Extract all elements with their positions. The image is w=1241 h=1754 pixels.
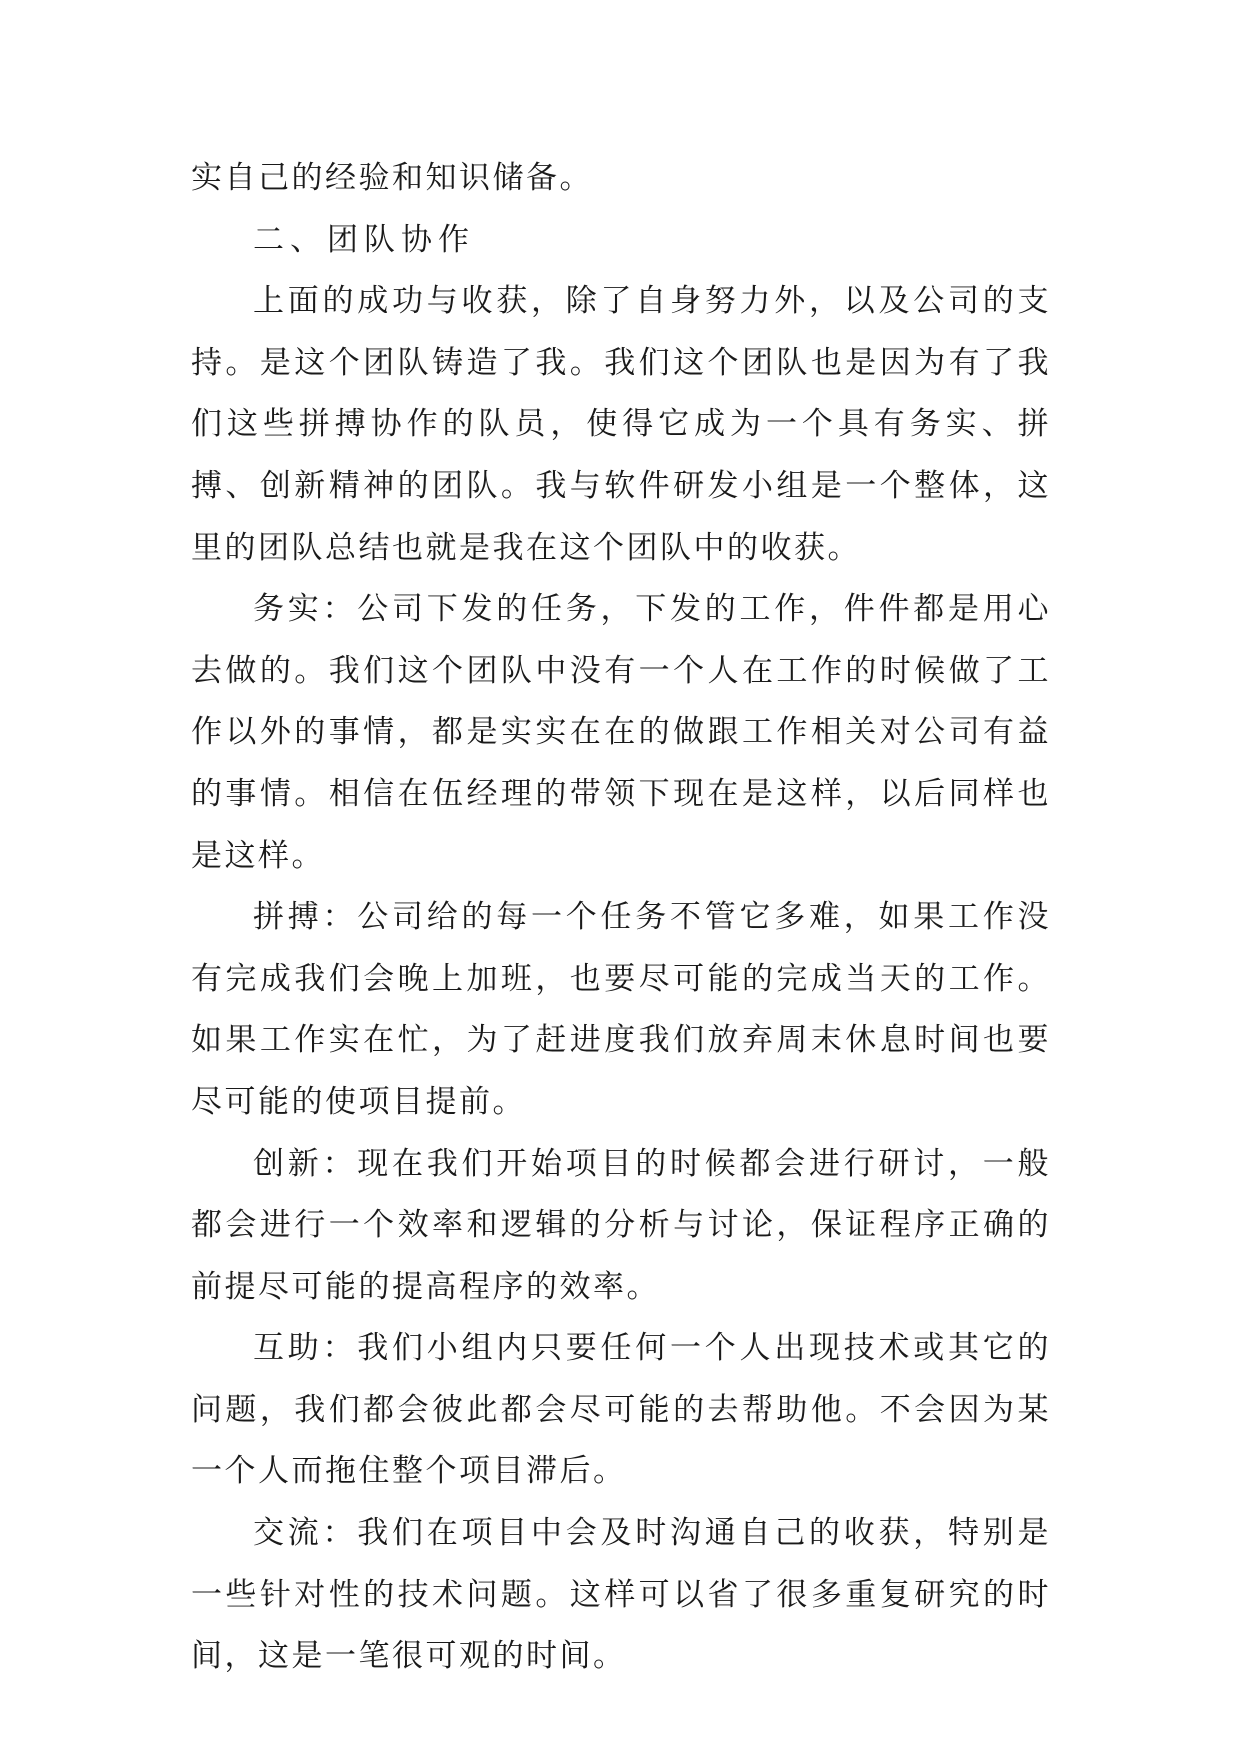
paragraph-pragmatic: 务实：公司下发的任务，下发的工作，件件都是用心去做的。我们这个团队中没有一个人在工作的时候做了工作以外的事情，都是实实在在的做跟工作相关对公司有益的事情。相信在伍经理的带领下现在是这样，以后同样也是这样。 <box>191 591 1051 874</box>
paragraph-innovation: 创新：现在我们开始项目的时候都会进行研讨，一般都会进行一个效率和逻辑的分析与讨论，保证程序正确的前提尽可能的提高程序的效率。 <box>191 1145 1051 1305</box>
document-body <box>191 148 1051 1688</box>
paragraph-hardworking: 拼搏：公司给的每一个任务不管它多难，如果工作没有完成我们会晚上加班，也要尽可能的完成当天的工作。如果工作实在忙，为了赶进度我们放弃周末休息时间也要尽可能的使项目提前。 <box>191 899 1051 1120</box>
section-heading-team-collaboration: 二、团队协作 <box>253 221 475 258</box>
paragraph-communication: 交流：我们在项目中会及时沟通自己的收获，特别是一些针对性的技术问题。这样可以省了很多重复研究的时间，这是一笔很可观的时间。 <box>191 1515 1051 1675</box>
paragraph-continuation: 实自己的经验和知识储备。 <box>191 160 593 196</box>
paragraph-mutual-help: 互助：我们小组内只要任何一个人出现技术或其它的问题，我们都会彼此都会尽可能的去帮助他。不会因为某一个人而拖住整个项目滞后。 <box>191 1330 1051 1490</box>
paragraph-team-intro: 上面的成功与收获，除了自身努力外，以及公司的支持。是这个团队铸造了我。我们这个团队也是因为有了我们这些拼搏协作的队员，使得它成为一个具有务实、拼搏、创新精神的团队。我与软件研发小组是一个整体，这里的团队总结也就是我在这个团队中的收获。 <box>191 283 1051 566</box>
